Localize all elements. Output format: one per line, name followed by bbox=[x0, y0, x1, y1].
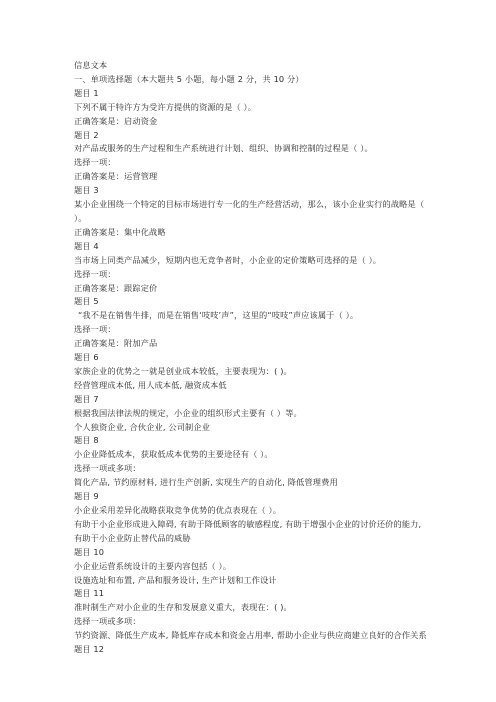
document-body bbox=[74, 59, 430, 657]
question-list bbox=[74, 87, 430, 657]
question-number: 题目 3 bbox=[74, 185, 99, 196]
text-line: 小企业采用差异化战略获取竞争优势的优点表现在（ ）。 bbox=[74, 505, 282, 515]
text-line: 当市场上同类产品减少，短期内也无竞争者时，小企业的定价策略可选择的是（ ）。 bbox=[74, 254, 382, 265]
text-line: 正确答案是：运营管理 bbox=[74, 171, 158, 182]
question-number: 题目 4 bbox=[74, 240, 99, 251]
text-line: 选择一项： bbox=[74, 324, 116, 335]
text-line: 设施选址和布置, 产品和服务设计, 生产计划和工作设计 bbox=[74, 574, 277, 585]
text-line: 正确答案是：跟踪定价 bbox=[74, 282, 158, 293]
document-title: 信息文本 bbox=[74, 60, 108, 70]
text-line: 正确答案是：附加产品 bbox=[74, 338, 158, 349]
text-line: 下列不属于特许方为受许方提供的资源的是（ ）。 bbox=[74, 101, 257, 112]
text-line: 选择一项或多项： bbox=[74, 616, 141, 627]
text-line: 经营管理成本低, 用人成本低, 融资成本低 bbox=[74, 379, 227, 390]
text-line: 选择一项或多项： bbox=[74, 463, 141, 474]
text-line: 准时制生产对小企业的生存和发展意义重大，表现在：( )。 bbox=[74, 602, 292, 613]
question-number: 题目 6 bbox=[74, 352, 99, 363]
question-number: 题目 12 bbox=[74, 644, 105, 655]
text-line: 对产品或服务的生产过程和生产系统进行计划、组织、协调和控制的过程是（ ）。 bbox=[74, 143, 373, 154]
question-number: 题目 1 bbox=[74, 87, 99, 98]
question-number: 题目 9 bbox=[74, 491, 99, 502]
question-number: 题目 7 bbox=[74, 393, 99, 404]
text-line: 节约资源、降低生产成本, 降低库存成本和资金占用率, 帮助小企业与供应商建立良好的合作关系 bbox=[74, 630, 427, 641]
text-line: 正确答案是：启动资金 bbox=[74, 115, 158, 126]
text-line: 选择一项： bbox=[74, 268, 116, 279]
question-number: 题目 2 bbox=[74, 129, 99, 140]
text-line: 小企业运营系统设计的主要内容包括（ ）。 bbox=[74, 560, 232, 571]
text-line: 简化产品, 节约原材料, 进行生产创新, 实现生产的自动化, 降低管理费用 bbox=[74, 477, 338, 488]
question-number: 题目 11 bbox=[74, 588, 105, 599]
question-number: 题目 10 bbox=[74, 546, 105, 557]
text-line: 家族企业的优势之一就是创业成本较低，主要表现为：( )。 bbox=[74, 365, 292, 376]
section-heading: 一、单项选择题（本大题共 5 小题，每小题 2 分，共 10 分） bbox=[74, 73, 304, 84]
text-line: 个人独资企业, 合伙企业, 公司制企业 bbox=[74, 421, 211, 432]
text-line: 某小企业围绕一个特定的目标市场进行专一化的生产经营活动，那么，该小企业实行的战略是（ ）。 bbox=[74, 199, 425, 223]
question-number: 题目 5 bbox=[74, 296, 99, 307]
text-line: 小企业降低成本，获取低成本优势的主要途径有（ ）。 bbox=[74, 449, 273, 460]
text-line: 正确答案是：集中化战略 bbox=[74, 226, 166, 237]
text-line: 根据我国法律法规的规定，小企业的组织形式主要有（ ）等。 bbox=[74, 407, 302, 418]
text-line: 有助于小企业形成进入障碍, 有助于降低顾客的敏感程度, 有助于增强小企业的讨价还价的能力, 有助于小企业防止替代品的威胁 bbox=[74, 518, 422, 543]
text-line: “我不是在销售牛排，而是在销售‘吱吱’声”，这里的“吱吱”声应该属于（ ）。 bbox=[78, 310, 359, 321]
question-number: 题目 8 bbox=[74, 435, 99, 446]
text-line: 选择一项： bbox=[74, 157, 116, 168]
